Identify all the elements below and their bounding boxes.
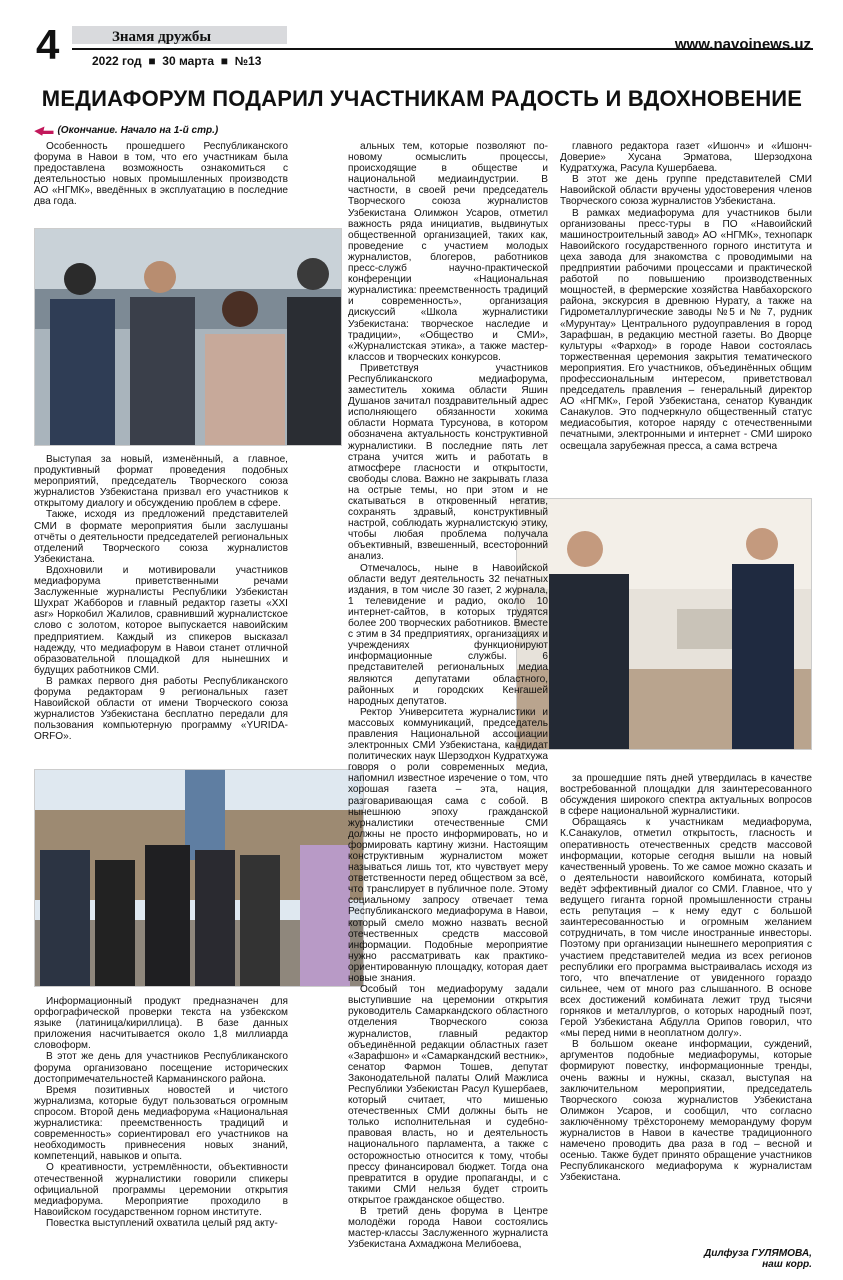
issue-year: 2022 год <box>92 54 142 68</box>
separator: ■ <box>148 54 156 68</box>
newspaper-name: Знамя дружбы <box>112 29 212 45</box>
paragraph: Время позитивных новостей и чистого журнализма, которые будут пользоваться огромным спросом. Второй день медиафорума «Национальная журналистика: преемственность традиций и современность» сориентировал его участников на необходимость привнесения новых знаний, компетенций, навыков и опыта. <box>34 1084 288 1163</box>
paragraph: Особый тон медиафоруму задали выступившие на церемонии открытия руководитель Самаркандского областного отделения Творческого союза журналистов, главный редактор объединённой редакции областных газет «Зарафшон» и «Самаркандский вестник», сенатор Фармон Тошев, депутат Законодательной палаты Олий Мажлиса Республики Узбекистан Расул Кушербаев, который считает, что мишенью отечественных СМИ должны быть не только исполнительная и судебно-правовая власть, но и деятельность национального парламента, а также с осторожностью относится к тому, чтобы прессу финансировал бюджет. Тогда она превратится в орудие пропаганды, и с такими СМИ нельзя будет строить открытое гражданское общество. <box>348 984 548 1206</box>
separator: ■ <box>220 54 228 68</box>
paragraph: В этот же день для участников Республиканского форума организовано посещение исторических достопримечательностей Карманинского района. <box>34 1051 288 1085</box>
paragraph: за прошедшие пять дней утвердилась в качестве востребованной площадки для заинтересованного обсуждения широкого спектра актуальных вопросов в сфере национальной журналистики. <box>560 773 812 818</box>
column-3-bottom <box>560 773 812 1253</box>
photo-group-tour <box>34 769 364 987</box>
issue-date: 30 марта <box>162 54 215 68</box>
continuation-text: (Окончание. Начало на 1-й стр.) <box>57 125 219 136</box>
photo-tour-image <box>35 770 364 987</box>
continuation-note <box>34 124 218 137</box>
paragraph: Также, исходя из предложений представителей СМИ в формате мероприятия были заслушаны отчёты о деятельности председателей региональных отделений Творческого союза журналистов Узбекистана. <box>34 509 288 565</box>
article-headline: МЕДИАФОРУМ ПОДАРИЛ УЧАСТНИКАМ РАДОСТЬ И ВДОХНОВЕНИЕ <box>41 86 803 111</box>
column-3-top <box>560 141 812 493</box>
paragraph: В большом океане информации, суждений, аргументов подобные медиафорумы, которые формируют повестку, информационные тренды, очень важны и нужны, сказал, выступая на заключительном мероприятии, председатель Творческого союза журналистов Узбекистана Олимжон Усаров, и сообщил, что согласно заключённому трёхсторонему меморандуму форум журналистов в Навои в качестве традиционного намечено проводить два раза в год – весной и осенью. Также будет принято обращение участников Республиканского медиафорума к журналистам Узбекистана. <box>560 1039 812 1184</box>
paragraph: Ректор Университета журналистики и массовых коммуникаций, председатель правления Национальной ассоциации электронных СМИ Узбекистана, кандидат политических наук Шерзодхон Кудратхужа говоря о роли современных медиа, напомнил известное изречение о том, что хорошая газета – эта, нация, разговаривающая сама с собой. В нынешнюю эпоху гражданской журналистики отечественные СМИ должны не просто информировать, но и формировать картину жизни. Настоящим конструктивным журналистом может называться лишь тот, кто чувствует меру ответственности перед обществом за всё, что транслирует в публичное поле. Этому социальному запросу отвечает тема Республиканского медиафорума в Навои, который смело можно назвать весной отечественных средств массовой информации. Подобные мероприятие нужно рассматривать как практико-ориентированную площадку, которая дает новые знания. <box>348 706 548 985</box>
author-signature <box>560 1248 812 1274</box>
paragraph: Выступая за новый, изменённый, а главное, продуктивный формат проведения подобных мероприятий, председатель Творческого союза журналистов Узбекистана призвал его участников к открытому диалогу и обсуждению проблем в сфере. <box>34 454 288 510</box>
paragraph: Обращаясь к участникам медиафорума, К.Санакулов, отметил открытость, гласность и оперативность отечественных средств массовой информации, которые сегодня вышли на новый качественный уровень. То же самое можно сказать и о деятельности навоийского комбината, который ведёт эффективный диалог со СМИ. Главное, что у ведущего гиганта горной промышленности страны есть репутация – к нему едут с большой заинтересованностью и огромным желанием сотрудничать, в том числе иностранные инвесторы. Поэтому при организации нынешнего мероприятия с участием представителей медиа из всех регионов республики его программа выстраивалась исходя из того, что впечатление от увиденного гораздо сильнее, чем от много раз слышанного. В основе всех достижений комбината лежит труд тысячи горняков и металлургов, о которых народный поэт, Герой Узбекистана Абдулла Орипов говорил, что «мы перед ними в неоплатном долгу». <box>560 817 812 1040</box>
paragraph: О креативности, устремлённости, объективности отечественной журналистики говорили спикеры официальной программы церемонии открытия медиафорума. Мероприятие проходило в Навоийском государственном горном институте. <box>34 1162 288 1218</box>
photo-officials-group <box>34 228 342 446</box>
paragraph: Отмечалось, ныне в Навоийской области ведут деятельность 32 печатных издания, в том числе 30 газет, 2 журнала, 1 телевидение и радио, около 10 интернет-сайтов, в которых трудятся более 200 творческих работников. Вместе с этим в 34 предприятиях, организациях и учреждениях функционируют информационные службы. 6 представителей региональных медиа являются депутатами областного, районных и городских Кенгашей народных депутатов. <box>348 562 548 707</box>
paragraph: Приветствуя участников Республиканского медиафорума, заместитель хокима области Яшин Душанов зачитал поздравительный адрес исполняющего обязанности хокима области Нормата Турсунова, в котором обозначена актуальность конструктивной журналистики. В последние пять лет страна учится жить и работать в атмосфере гласности и открытости, свободы слова. Важно не закрывать глаза на острые темы, но при этом и не скатываться в откровенный негатив, сохранять здравый, конструктивный настрой, соблюдать журналистскую этику, чтобы любая проблема получала объективный, взвешенный, всесторонний анализ. <box>348 362 548 563</box>
paragraph: Повестка выступлений охватила целый ряд акту- <box>46 1217 278 1229</box>
arrow-left-icon: ◀▬ <box>34 125 54 137</box>
column-1-top <box>34 141 288 221</box>
author-name: Дилфуза ГУЛЯМОВА, <box>703 1248 812 1259</box>
column-1-middle <box>34 454 288 764</box>
photo-speaker-stage <box>516 498 812 750</box>
paragraph: Особенность прошедшего Республиканского форума в Навои в том, что его участникам была предоставлена возможность ознакомиться с деятельностью новых промышленных производств АО «НГМК», введённых в эксплуатацию в последние два года. <box>34 141 288 208</box>
paragraph: главного редактора газет «Ишонч» и «Ишонч-Доверие» Хусана Эрматова, Шерзодхона Кудратхужа, Расула Кушербаева. <box>560 141 812 175</box>
paragraph: В этот же день группе представителей СМИ Навоийской области вручены удостоверения членов Творческого союза журналистов Узбекистана. <box>560 174 812 208</box>
photo-speaker-image <box>517 499 812 750</box>
paragraph: Информационный продукт предназначен для орфографической проверки текста на узбекском языке (латиница/кириллица). В базе данных приложения насчитывается около 1,8 миллиарда словоформ. <box>34 996 288 1052</box>
website-link[interactable]: www.navoinews.uz <box>674 36 811 53</box>
paragraph: В третий день форума в Центре молодёжи города Навои состоялись мастер-классы Заслуженного журналиста Узбекистана Ахмаджона Мелибоева, <box>348 1206 548 1251</box>
issue-line <box>92 54 261 68</box>
author-role: наш корр. <box>762 1259 812 1271</box>
photo-officials-image <box>35 229 342 446</box>
paragraph: Вдохновили и мотивировали участников медиафорума приветственными речами Заслуженные журналисты Республики Узбекистан Шухрат Жабборов и главный редактор газеты «XXI аsr» Норкобил Жалилов, сравнивший журналистское слово с золотом, которое выпускается навоийским предприятием. Каждый из спикеров высказал надежду, что медиафорум в Навои станет отличной образовательной площадкой для нынешних и будущих работников СМИ. <box>34 564 288 676</box>
paragraph: В рамках первого дня работы Республиканского форума редакторам 9 региональных газет Навоийской области от имени Творческого союза журналистов Узбекистана бесплатно передали для пользования компьютерную программу «YURIDA-ORFO». <box>34 675 288 743</box>
paragraph: альных тем, которые позволяют по-новому осмыслить процессы, происходящие в обществе и национальной медиаиндустрии. В частности, в своей речи председатель Творческого союза журналистов Узбекистана Олимжон Усаров, отметил важность ряда инициатив, выдвинутых общественной организацией, таких как, проведение с участием молодых журналистов, блогеров, работников пресс-служб научно-практической конференции «Национальная журналистика: преемственность традиций и современность», организация дискуссий «Школа журналистики Узбекистана: творческое наследие и традиции», «Общество и СМИ», «Журналистская этика», а также мастер-классов и творческих конкурсов. <box>348 141 548 363</box>
issue-number: №13 <box>234 54 262 68</box>
column-2 <box>348 141 548 1274</box>
paragraph: В рамках медиафорума для участников были организованы пресс-туры в ПО «Навоийский машиностроительный завод» АО «НГМК», технопарк Навоийского государственного горного института и цеха завода для знакомства с проводимыми на предприятии рабочими процессами и практической работой по повышению производственных мощностей, в фермерские хозяйства Навбахорского района, экскурсия в древнюю Нурату, а также на Гидрометаллургические заводы №5 и № 7, рудник «Мурунтау» Центрального рудоуправления в город Зарафшан, в редакцию местной газеты. Во Дворце культуры «Фарход» в городе Навои состоялась торжественная церемония закрытия тематического мероприятия. Его участников, объединённых общим профессиональным интересом, приветствовал председатель правления – генеральный директор АО «НГМК», Герой Узбекистана, сенатор Кувандик Санакулов. Это подчеркнуло общественный статус медиасобытия, которое наряду с отечественными печатными, электронными и интернет - СМИ широко освещала зарубежная пресса, а сама встреча <box>560 207 812 452</box>
page-number: 4 <box>36 21 60 68</box>
column-1-bottom <box>34 996 288 1274</box>
